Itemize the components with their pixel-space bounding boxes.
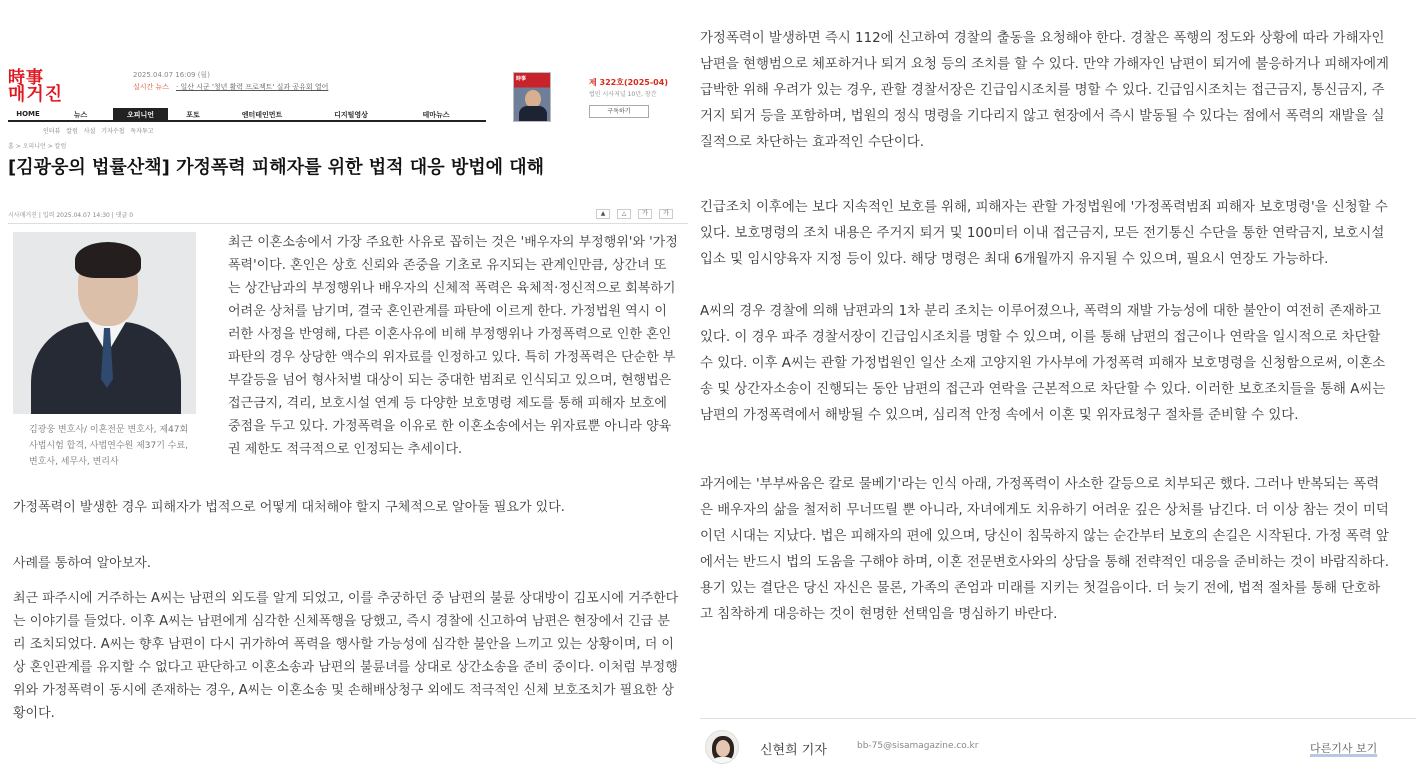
reporter-avatar — [705, 730, 739, 764]
magazine-cover-thumbnail[interactable] — [513, 72, 551, 122]
paragraph-intro: 최근 이혼소송에서 가장 주요한 사유로 꼽히는 것은 '배우자의 부정행위'와 '가정폭력'이다. 혼인은 상호 신뢰와 존중을 기초로 유지되는 관계인만큼, 상간녀 또는 상간남과의 부정행위나 배우자의 신체적 폭력은 육체적·정신적으로 회복하기 어려운 상처를 남기며, 결국 혼인관계를 파탄에 이르게 한다. 가정법원 역시 이러한 사정을 반영해, 다른 이혼사유에 비해 부정행위나 가정폭력으로 인한 혼인파탄의 경우 상당한 액수의 위자료를 인정하고 있다. 특히 가정폭력은 단순한 부부갈등을 넘어 형사처벌 대상이 되는 중대한 범죄로 인식되고 있으며, 현행법은 접근금지, 격리, 보호시설 연계 등 다양한 보호명령 제도를 통해 피해자 보호에 중점을 두고 있다. 가정폭력을 이유로 한 이혼소송에서는 위자료뿐 아니라 양육권 제한도 적극적으로 인정되는 추세이다. — [228, 235, 678, 457]
font-smaller-button[interactable]: 가 — [659, 209, 673, 219]
site-logo[interactable] — [8, 63, 120, 105]
breadcrumb[interactable]: 홈 > 오피니언 > 칼럼 — [8, 143, 67, 150]
nav-entertainment[interactable]: 엔터테인먼트 — [241, 111, 283, 119]
reporter-name: 신현희 기자 — [760, 743, 827, 758]
article-meta: 시사매거진 | 입력 2025.04.07 14:30 | 댓글 0 — [8, 212, 134, 219]
cover-person-body — [519, 106, 547, 122]
print-icon[interactable]: ▲ — [596, 209, 610, 219]
issue-subtext: 법인 시사저널 10년, 창간 — [589, 91, 657, 98]
paragraph-case: 최근 파주시에 거주하는 A씨는 남편의 외도를 알게 되었고, 이를 추궁하던 중 남편의 불륜 상대방이 김포시에 거주한다는 이야기를 들었다. 이후 A씨는 남편에게 심각한 신체폭행을 당했고, 즉시 경찰에 신고하여 남편은 현장에서 긴급 분리 조치되었다. A씨는 향후 남편이 다시 귀가하여 폭력을 행사할 가능성에 심각한 불안을 느끼고 있는 상황이며, 더 이상 혼인관계를 유지할 수 없다고 판단하고 이혼소송과 남편의 불륜녀를 상대로 상간소송을 준비 중이다. 이처럼 부정행위와 가정폭력이 동시에 존재하는 경우, A씨는 이혼소송 및 손해배상청구 외에도 적극적인 신체 보호조치가 필요한 상황이다. — [13, 591, 679, 721]
article-title: [김광웅의 법률산책] 가정폭력 피해자를 위한 법적 대응 방법에 대해 — [8, 157, 545, 178]
logo-line-2: 매거진 — [8, 84, 64, 105]
right-column — [700, 0, 1416, 778]
paragraph-case-intro: 사례를 통하여 알아보자. — [13, 556, 151, 571]
nav-news[interactable]: 뉴스 — [73, 111, 88, 119]
avatar-body — [710, 757, 736, 764]
logo-line-1: 時事 — [8, 68, 44, 88]
nav-photo[interactable]: 포토 — [186, 111, 200, 119]
nav-digital-video[interactable]: 디지털영상 — [334, 111, 368, 119]
paragraph-emergency: 가정폭력이 발생하면 즉시 112에 신고하여 경찰의 출동을 요청해야 한다. 경찰은 폭행의 정도와 상황에 따라 가해자인 남편을 현행범으로 체포하거나 퇴거 요청 등의 조치를 할 수 있다. 만약 가해자인 남편이 퇴거에 불응하거나 피해자에게 급박한 위해 우려가 있는 경우, 관할 경찰서장은 긴급임시조치를 명할 수 있다. 긴급임시조치는 접근금지, 통신금지, 주거지 퇴거 등을 포함하며, 법원의 정식 명령을 기다리지 않고 현장에서 즉시 발동될 수 있다는 점에서 폭력의 재발을 실질적으로 차단하는 효과적인 수단이다. — [700, 31, 1389, 150]
article-tools — [596, 209, 673, 219]
paragraph-need: 가정폭력이 발생한 경우 피해자가 법적으로 어떻게 대처해야 할지 구체적으로 알아둘 필요가 있다. — [13, 500, 565, 515]
photo-caption: 김광웅 변호사/ 이혼전문 변호사, 제47회 사법시험 합격, 사법연수원 제37기 수료, 변호사, 세무사, 변리사 — [29, 425, 189, 467]
paragraph-protection-order: 긴급조치 이후에는 보다 지속적인 보호를 위해, 피해자는 관할 가정법원에 '가정폭력범죄 피해자 보호명령'을 신청할 수 있다. 보호명령의 조치 내용은 주거지 퇴거 및 100미터 이내 접근금지, 모든 전기통신 수단을 통한 연락금지, 보호시설 입소 및 임시양육자 지정 등이 있다. 해당 명령은 최대 6개월까지 유지될 수 있으며, 필요시 연장도 가능하다. — [700, 200, 1388, 267]
nav-theme-news[interactable]: 테마뉴스 — [422, 111, 450, 119]
font-larger-button[interactable]: 가 — [638, 209, 652, 219]
footer-divider — [700, 718, 1416, 719]
nav-opinion[interactable]: 오피니언 — [113, 108, 168, 120]
left-column — [0, 0, 690, 778]
ticker-label: 실시간 뉴스 — [133, 83, 170, 91]
author-photo — [13, 232, 196, 414]
main-nav — [8, 108, 486, 122]
avatar-face — [716, 740, 730, 757]
share-icon[interactable]: △ — [617, 209, 631, 219]
title-divider — [8, 223, 688, 224]
sub-nav[interactable]: 인터뷰 칼럼 사설 기자수첩 독자투고 — [43, 128, 154, 135]
reporter-email[interactable]: bb-75@sisamagazine.co.kr — [857, 741, 979, 751]
paragraph-conclusion: 과거에는 '부부싸움은 칼로 물베기'라는 인식 아래, 가정폭력이 사소한 갈등으로 치부되곤 했다. 그러나 반복되는 폭력은 배우자의 삶을 철저히 무너뜨릴 뿐 아니라, 자녀에게도 치유하기 어려운 깊은 상처를 남긴다. 더 이상 참는 것이 미덕이던 시대는 지났다. 법은 피해자의 편에 있으며, 당신이 침묵하지 않는 순간부터 보호의 손길은 시작된다. 가정 폭력 앞에서는 반드시 법의 도움을 구해야 하며, 이혼 전문변호사와의 상담을 통해 전략적인 대응을 준비하는 것이 바람직하다. 용기 있는 결단은 당신 자신은 물론, 가족의 존엄과 미래를 지키는 첫걸음이다. 더 늦기 전에, 법적 절차를 통해 단호하고 침착하게 대응하는 것이 현명한 선택임을 명심하기 바란다. — [700, 477, 1389, 622]
ticker-headline[interactable]: · 일산 시군 '청년 활력 프로젝트' 실과 공유회 열어 — [176, 83, 329, 91]
nav-home[interactable]: HOME — [16, 110, 40, 118]
subscribe-button[interactable]: 구독하기 — [589, 105, 649, 118]
photo-hair — [75, 242, 141, 278]
more-articles-link[interactable]: 다른기사 보기 — [1310, 742, 1378, 755]
issue-number: 제 322호(2025-04) — [589, 78, 668, 87]
header-date: 2025.04.07 16:09 (월) — [133, 71, 210, 79]
paragraph-case-application: A씨의 경우 경찰에 의해 남편과의 1차 분리 조치는 이루어졌으나, 폭력의 재발 가능성에 대한 불안이 여전히 존재하고 있다. 이 경우 파주 경찰서장이 긴급임시조치를 명할 수 있으며, 이를 통해 남편의 접근이나 연락을 일시적으로 차단할 수 있다. 이후 A씨는 관할 가정법원인 일산 소재 고양지원 가사부에 가정폭력 피해자 보호명령을 신청함으로써, 이혼소송 및 상간자소송이 진행되는 동안 남편의 접근과 연락을 근본적으로 차단할 수 있다. 이러한 보호조치들을 통해 A씨는 남편의 가정폭력에서 해방될 수 있으며, 심리적 안정 속에서 이혼 및 위자료청구 절차를 준비할 수 있다. — [700, 304, 1386, 423]
cover-tag: 時事 — [516, 76, 527, 82]
